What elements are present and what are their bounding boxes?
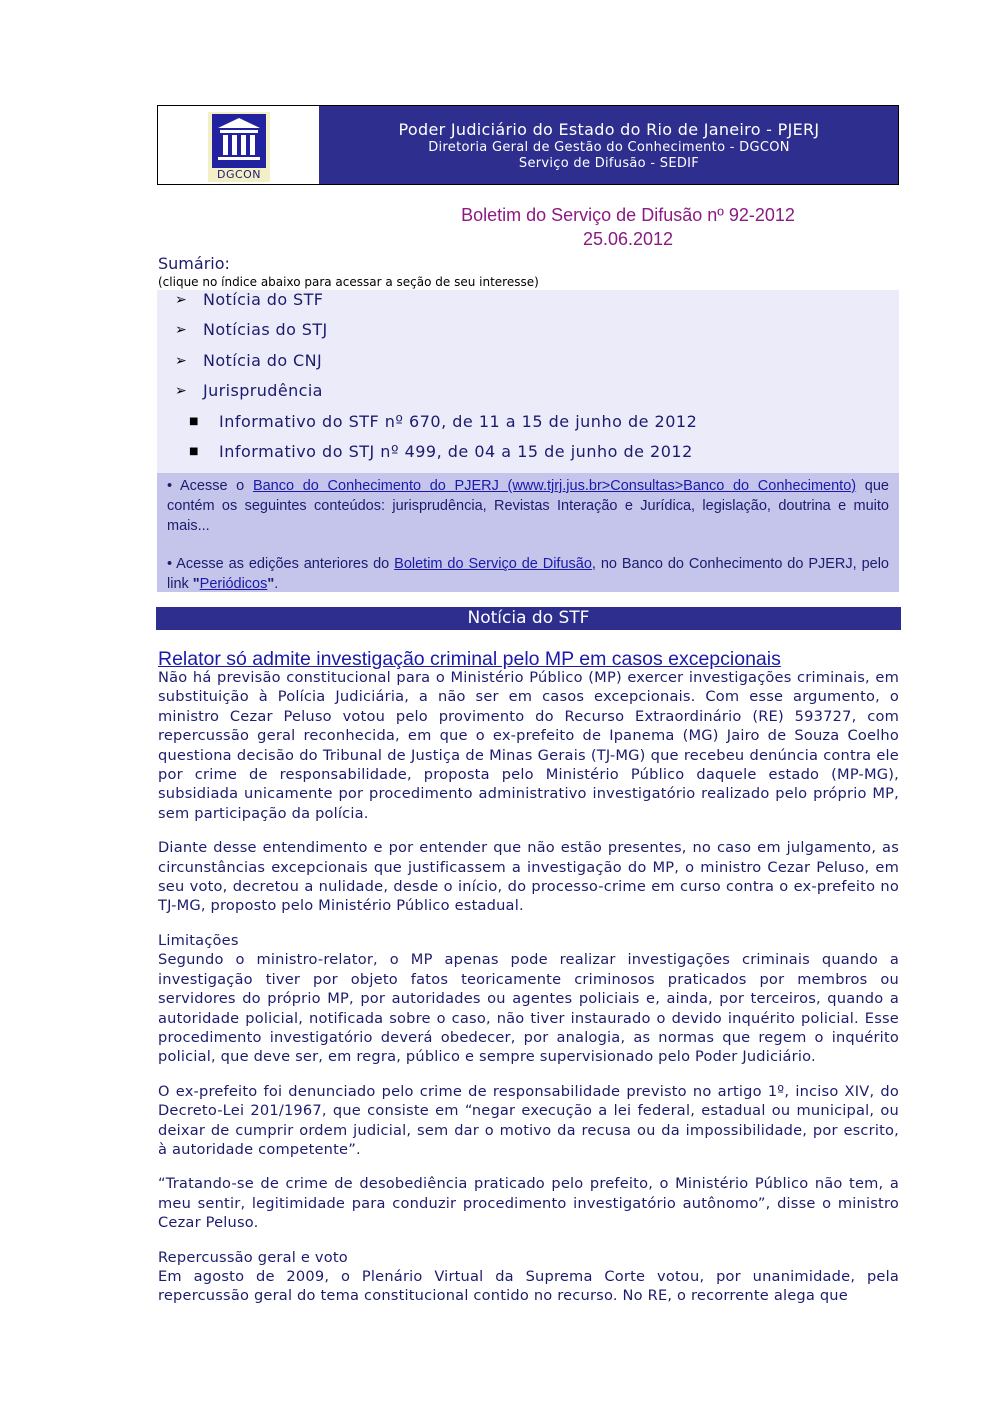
square-bullet-icon: ■ [189, 446, 199, 457]
square-bullet-icon: ■ [189, 416, 199, 427]
info-text: , no Banco do Conhecimento do PJERJ, pelo link [167, 556, 889, 592]
info-text: • Acesse as edições anteriores do [167, 556, 395, 572]
info-text: que contém os seguintes conteúdos: jurisprudência, Revistas Interação e Jurídica, legislação, doutrina e muito mais... [167, 478, 889, 534]
toc-subitem-label: Informativo do STJ nº 499, de 04 a 15 de junho de 2012 [219, 442, 693, 461]
arrow-bullet-icon: ➢ [175, 352, 188, 369]
arrow-bullet-icon: ➢ [175, 291, 188, 308]
article-subheading: Limitações [158, 931, 239, 949]
header-line3: Serviço de Difusão - SEDIF [518, 156, 700, 171]
info-text: • Acesse o [167, 478, 253, 494]
article-paragraph: Segundo o ministro-relator, o MP apenas pode realizar investigações criminais quando a investigação tiver por objeto fatos teoricamente criminosos praticados por membros ou servidores do próprio MP, por autoridades ou agentes policiais e, ainda, por terceiros, quando a autoridade policial, notificada sobre o caso, não tiver instaurado o devido inquérito policial. Esse procedimento investigatório deverá obedecer, por analogia, as normas que regem o inquérito policial, que deve ser, em regra, público e sempre supervisionado pelo Poder Judiciário. [158, 951, 899, 1066]
info-box [157, 473, 899, 592]
article-title-link[interactable]: Relator só admite investigação criminal pelo MP em casos excepcionais [158, 648, 781, 670]
toc-item-stf[interactable] [175, 290, 323, 309]
header-box [157, 105, 899, 185]
quote-mark: " [267, 576, 275, 592]
toc-item-label: Notícia do CNJ [203, 351, 323, 370]
quote-mark: " [192, 576, 200, 592]
arrow-bullet-icon: ➢ [175, 321, 188, 338]
table-of-contents [157, 290, 899, 473]
logo-label: DGCON [216, 168, 262, 181]
info-text: . [274, 576, 279, 592]
article-body [158, 668, 899, 1321]
toc-item-cnj[interactable] [175, 351, 322, 370]
toc-item-jurisprudencia[interactable] [175, 381, 323, 400]
header-line1: Poder Judiciário do Estado do Rio de Janeiro - PJERJ [398, 120, 820, 139]
courthouse-icon [212, 114, 266, 168]
toc-item-stj[interactable] [175, 320, 328, 339]
info-paragraph-1 [167, 476, 889, 536]
toc-subitem-informativo-stj[interactable] [189, 442, 693, 461]
summary-hint: (clique no índice abaixo para acessar a seção de seu interesse) [158, 275, 539, 289]
article-paragraph: Diante desse entendimento e por entender que não estão presentes, no caso em julgamento, as circunstâncias excepcionais que justificassem a investigação do MP, o ministro Cezar Peluso, em seu voto, decretou a nulidade, desde o início, do processo-crime em curso contra o ex-prefeito no TJ-MG, proposto pelo Ministério Público estadual. [158, 839, 899, 915]
article-paragraph: “Tratando-se de crime de desobediência praticado pelo prefeito, o Ministério Público não tem, a meu sentir, legitimidade para conduzir procedimento investigatório autônomo”, disse o ministro Cezar Peluso. [158, 1175, 899, 1232]
toc-item-label: Notícias do STJ [203, 320, 328, 339]
boletim-link[interactable]: Boletim do Serviço de Difusão [394, 556, 592, 572]
summary-heading: Sumário: [158, 254, 230, 273]
header-line2: Diretoria Geral de Gestão do Conhecimento - DGCON [428, 140, 790, 155]
bulletin-title: Boletim do Serviço de Difusão nº 92-2012 [461, 205, 795, 225]
article-paragraph: Em agosto de 2009, o Plenário Virtual da Suprema Corte votou, por unanimidade, pela repercussão geral do tema constitucional contido no recurso. No RE, o recorrente alega que [158, 1267, 899, 1305]
info-paragraph-2 [167, 554, 889, 594]
article-subheading: Repercussão geral e voto [158, 1248, 348, 1266]
toc-item-label: Notícia do STF [203, 290, 324, 309]
dgcon-logo [208, 112, 270, 182]
section-heading-stf: Notícia do STF [156, 607, 901, 630]
article-paragraph: O ex-prefeito foi denunciado pelo crime de responsabilidade previsto no artigo 1º, inciso XIV, do Decreto-Lei 201/1967, que consiste em “negar execução a lei federal, estadual ou municipal, ou deixar de cumprir ordem judicial, sem dar o motivo da recusa ou da impossibilidade, por escrito, à autoridade competente”. [158, 1082, 899, 1158]
article-paragraph: Não há previsão constitucional para o Ministério Público (MP) exercer investigações criminais, em substituição à Polícia Judiciária, a não ser em casos excepcionais. Com esse argumento, o ministro Cezar Peluso votou pelo provimento do Recurso Extraordinário (RE) 593727, com repercussão geral reconhecida, em que o ex-prefeito de Ipanema (MG) Jairo de Souza Coelho questiona decisão do Tribunal de Justiça de Minas Gerais (TJ-MG) que recebeu denúncia contra ele por crime de responsabilidade, proposta pelo Ministério Público daquele estado (MP-MG), subsidiada unicamente por procedimento administrativo investigatório realizado pelo próprio MP, sem participação da polícia. [158, 669, 899, 822]
bulletin-date: 25.06.2012 [582, 229, 674, 249]
periodicos-link[interactable]: Periódicos [199, 576, 268, 592]
toc-subitem-informativo-stf[interactable] [189, 412, 697, 431]
banco-conhecimento-link[interactable]: Banco do Conhecimento do PJERJ (www.tjrj.jus.br>Consultas>Banco do Conhecimento) [252, 478, 857, 494]
logo-cell [158, 106, 320, 184]
toc-subitem-label: Informativo do STF nº 670, de 11 a 15 de junho de 2012 [219, 412, 698, 431]
toc-item-label: Jurisprudência [203, 381, 323, 400]
header-banner [320, 106, 898, 184]
arrow-bullet-icon: ➢ [175, 382, 188, 399]
